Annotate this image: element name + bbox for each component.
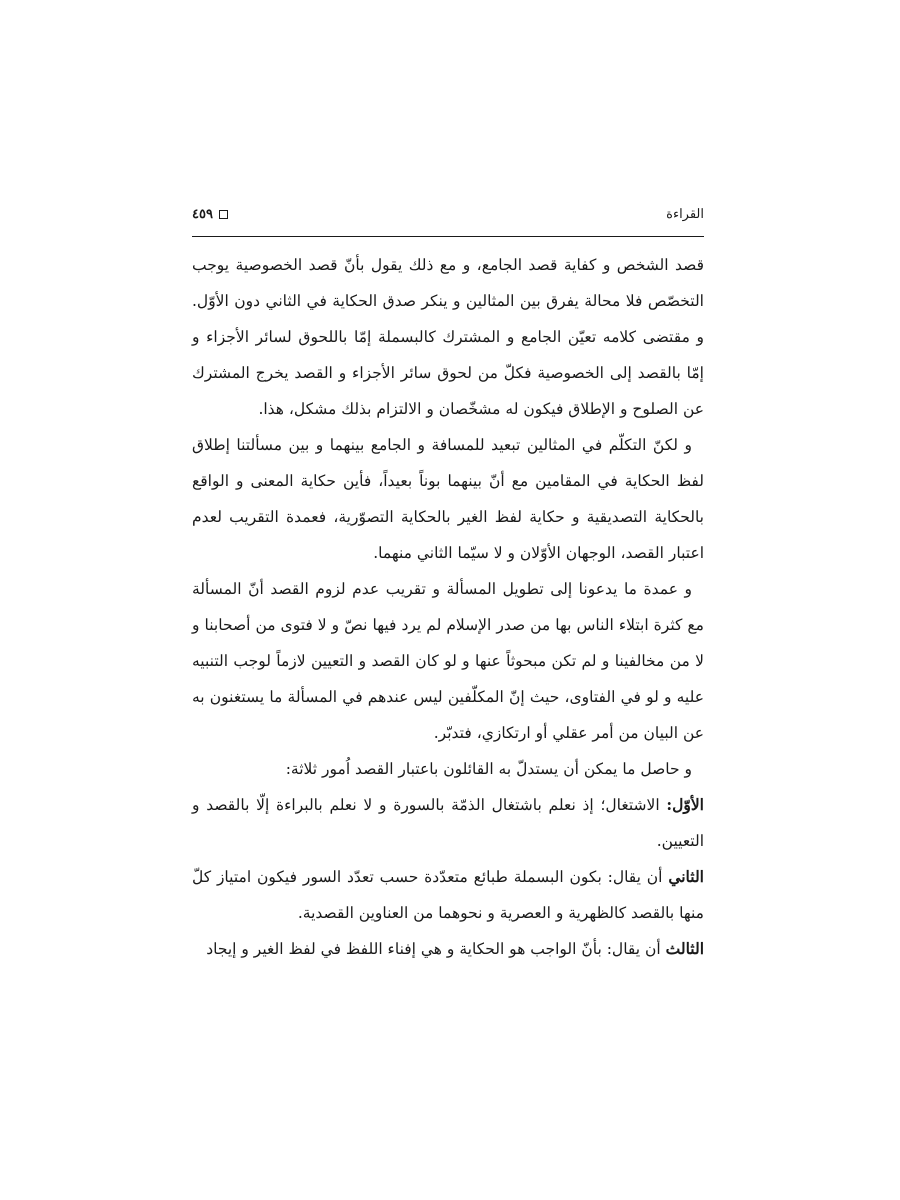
paragraph (192, 787, 704, 859)
paragraph-text: الاشتغال؛ إذ نعلم باشتغال الذمّة بالسورة و لا نعلم بالبراءة إلّا بالقصد و التعيين. (192, 796, 704, 850)
paragraph (192, 571, 704, 751)
paragraph (192, 427, 704, 571)
paragraph-lead: الثاني (668, 867, 704, 886)
paragraph-text: أن يقال: بكون البسملة طبائع متعدّدة حسب تعدّد السور فيكون امتياز كلّ منها بالقصد كالظهرية و العصرية و نحوهما من العناوين القصدية. (192, 868, 704, 922)
square-bullet-icon (219, 210, 228, 219)
document-page (192, 196, 704, 967)
paragraph (192, 247, 704, 427)
paragraph-text: أن يقال: بأنّ الواجب هو الحكاية و هي إفناء اللفظ في لفظ الغير و إيجاد (206, 940, 666, 958)
paragraph-lead: الأوّل: (666, 795, 704, 814)
paragraph-text: و حاصل ما يمكن أن يستدلّ به القائلون باعتبار القصد اُمور ثلاثة: (285, 760, 692, 778)
page-number-text: ٤٥٩ (192, 206, 213, 222)
page-number (192, 207, 228, 222)
running-header (192, 196, 704, 232)
paragraph (192, 931, 704, 967)
header-divider (192, 236, 704, 237)
paragraph-text: و عمدة ما يدعونا إلى تطويل المسألة و تقريب عدم لزوم القصد أنّ المسألة مع كثرة ابتلاء الناس بها من صدر الإسلام لم يرد فيها نصّ و لا فتوى من أصحابنا و لا من مخالفينا و لم تكن مبحوثاً عنها و لو كان القصد و التعيين لازماً لوجب التنبيه عليه و لو في الفتاوى، حيث إنّ المكلّفين ليس عندهم في المسألة ما يستغنون به عن البيان من أمر عقلي أو ارتكازي، فتدبّر. (192, 580, 704, 742)
paragraph-text: قصد الشخص و كفاية قصد الجامع، و مع ذلك يقول بأنّ قصد الخصوصية يوجب التخصّص فلا محالة يفرق بين المثالين و ينكر صدق الحكاية في الثاني دون الأوّل. و مقتضى كلامه تعيّن الجامع و المشترك كالبسملة إمّا باللحوق لسائر الأجزاء و إمّا بالقصد إلى الخصوصية فكلّ من لحوق سائر الأجزاء و القصد يخرج المشترك عن الصلوح و الإطلاق فيكون له مشخّصان و الالتزام بذلك مشكل، هذا. (192, 256, 704, 418)
chapter-title: القراءة (666, 206, 704, 222)
paragraph (192, 859, 704, 931)
paragraph-lead: الثالث (665, 939, 704, 958)
paragraph-text: و لكنّ التكلّم في المثالين تبعيد للمسافة و الجامع بينهما و بين مسألتنا إطلاق لفظ الحكاية في المقامين مع أنّ بينهما بوناً بعيداً، فأين حكاية المعنى و الواقع بالحكاية التصديقية و حكاية لفظ الغير بالحكاية التصوّرية، فعمدة التقريب لعدم اعتبار القصد، الوجهان الأوّلان و لا سيّما الثاني منهما. (192, 436, 704, 562)
paragraph (192, 751, 704, 787)
body-text (192, 247, 704, 967)
